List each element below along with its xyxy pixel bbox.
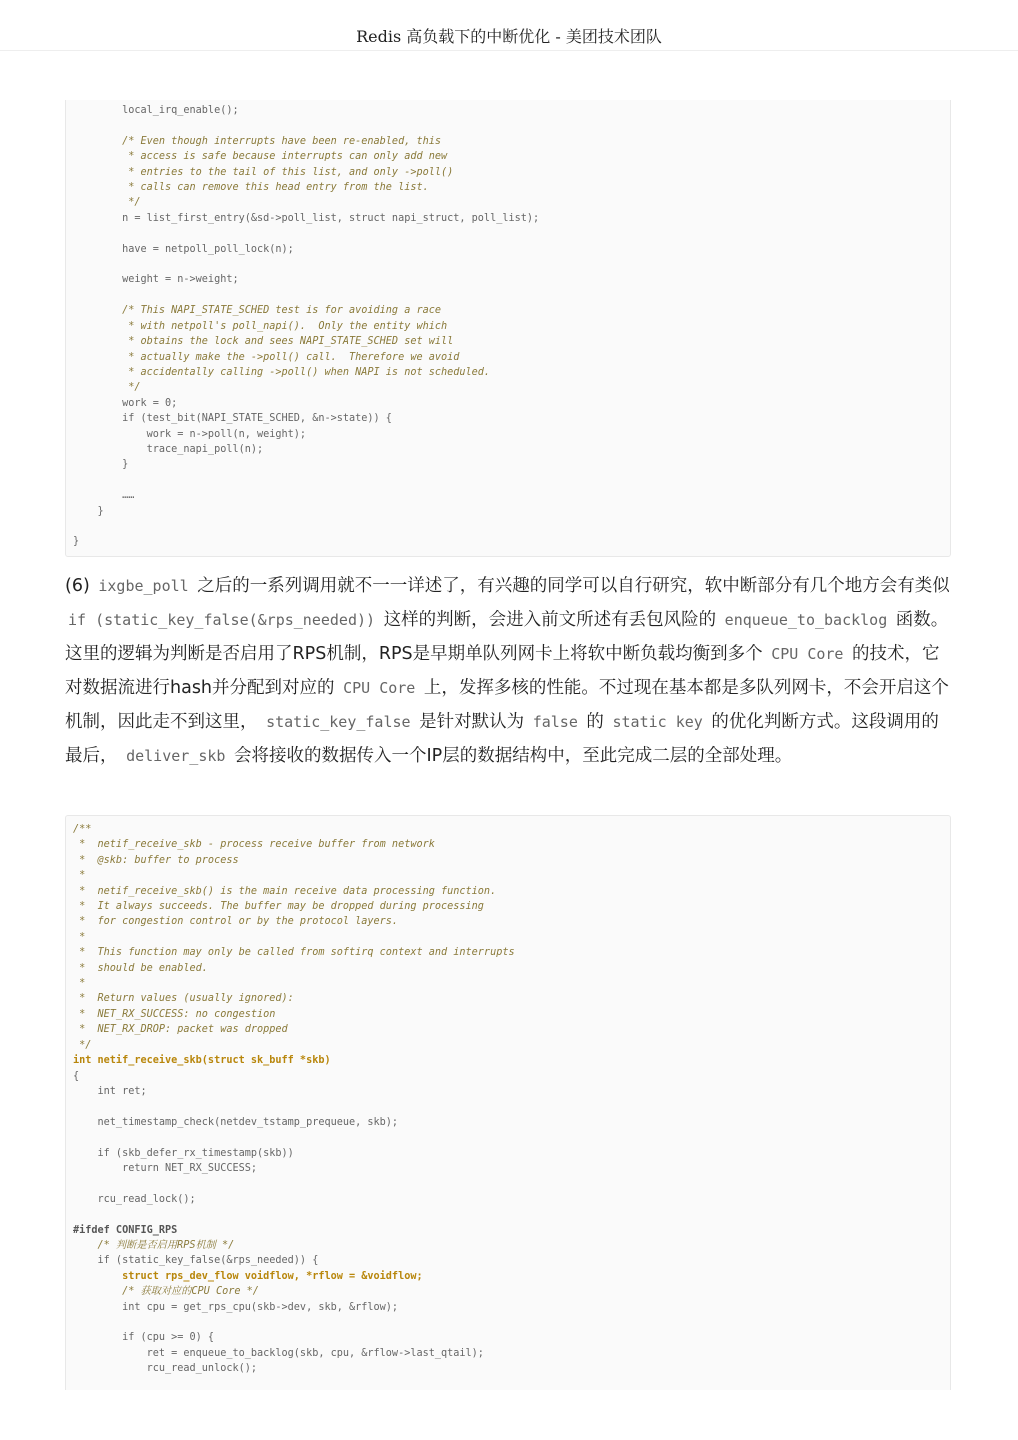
body-paragraph: (6) ixgbe_poll 之后的一系列调用就不一一详述了，有兴趣的同学可以自行研究，软中断部分有几个地方会有类似 if (static_key_false(&rps_needed)) 这样的判断，会进入前文所述有丢包风险的 enqueue_to_backlog 函数。 这里的逻辑为判断是否启用了RPS机制，RPS是早期单队列网卡上将软中断负载均衡到多个 CPU Core 的技术，它对数据流进行hash并分配到对应的 CPU Core 上，发挥多核的性能。不过现在基本都是多队列网卡，不会开启这个机制，因此走不到这里， static_key_false 是针对默认为 false 的 static key 的优化判断方式。这段调用的最后， deliver_skb 会将接收的数据传入一个IP层的数据结构中，至此完成二层的全部处理。 <box>65 576 950 766</box>
inline-code: deliver_skb <box>126 747 226 765</box>
code-block-netif-receive-skb <box>65 815 951 1390</box>
inline-code: static key <box>612 713 703 731</box>
inline-code: enqueue_to_backlog <box>724 611 888 629</box>
code-content: /** * netif_receive_skb - process receive buffer from network * @skb: buffer to process * * netif_receive_skb() is the main receive data processing function. * It always succeeds. The buffer may be dropped during processing * for congestion control or by the protocol layers. * * This function may only be called from softirq context and interrupts * should be enabled. * * Return values (usually ignored): * NET_RX_SUCCESS: no congestion * NET_RX_DROP: packet was dropped */ int netif_receive_skb(struct sk_buff *skb) { int ret; net_timestamp_check(netdev_tstamp_prequeue, skb); if (skb_defer_rx_timestamp(skb)) return NET_RX_SUCCESS; rcu_read_lock(); #ifdef CONFIG_RPS /* 判断是否启用RPS机制 */ if (static_key_false(&rps_needed)) { struct rps_dev_flow voidflow, *rflow = &voidflow; /* 获取对应的CPU Core */ int cpu = get_rps_cpu(skb->dev, skb, &rflow); if (cpu >= 0) { ret = enqueue_to_backlog(skb, cpu, &rflow->last_qtail); rcu_read_unlock(); <box>73 824 515 1375</box>
page-title: Redis 高负载下的中断优化 - 美团技术团队 <box>356 27 662 46</box>
inline-code: CPU Core <box>343 679 416 697</box>
code-content: local_irq_enable(); /* Even though interrupts have been re-enabled, this * access is safe because interrupts can only add new * entries to the tail of this list, and only ->poll() * calls can remove this head entry from the list. */ n = list_first_entry(&sd->poll_list, struct napi_struct, poll_list); have = netpoll_poll_lock(n); weight = n->weight; /* This NAPI_STATE_SCHED test is for avoiding a race * with netpoll's poll_napi(). Only the entity which * obtains the lock and sees NAPI_STATE_SCHED set will * actually make the ->poll() call. Therefore we avoid * accidentally calling ->poll() when NAPI is not scheduled. */ work = 0; if (test_bit(NAPI_STATE_SCHED, &n->state)) { work = n->poll(n, weight); trace_napi_poll(n); } …… } } <box>73 105 540 548</box>
code-block-napi-poll <box>65 100 951 557</box>
inline-code: ixgbe_poll <box>98 577 189 595</box>
inline-code: static_key_false <box>266 713 411 731</box>
inline-code: false <box>532 713 578 731</box>
inline-code: if (static_key_false(&rps_needed)) <box>68 611 376 629</box>
page-header <box>0 0 1018 51</box>
inline-code: CPU Core <box>771 645 844 663</box>
